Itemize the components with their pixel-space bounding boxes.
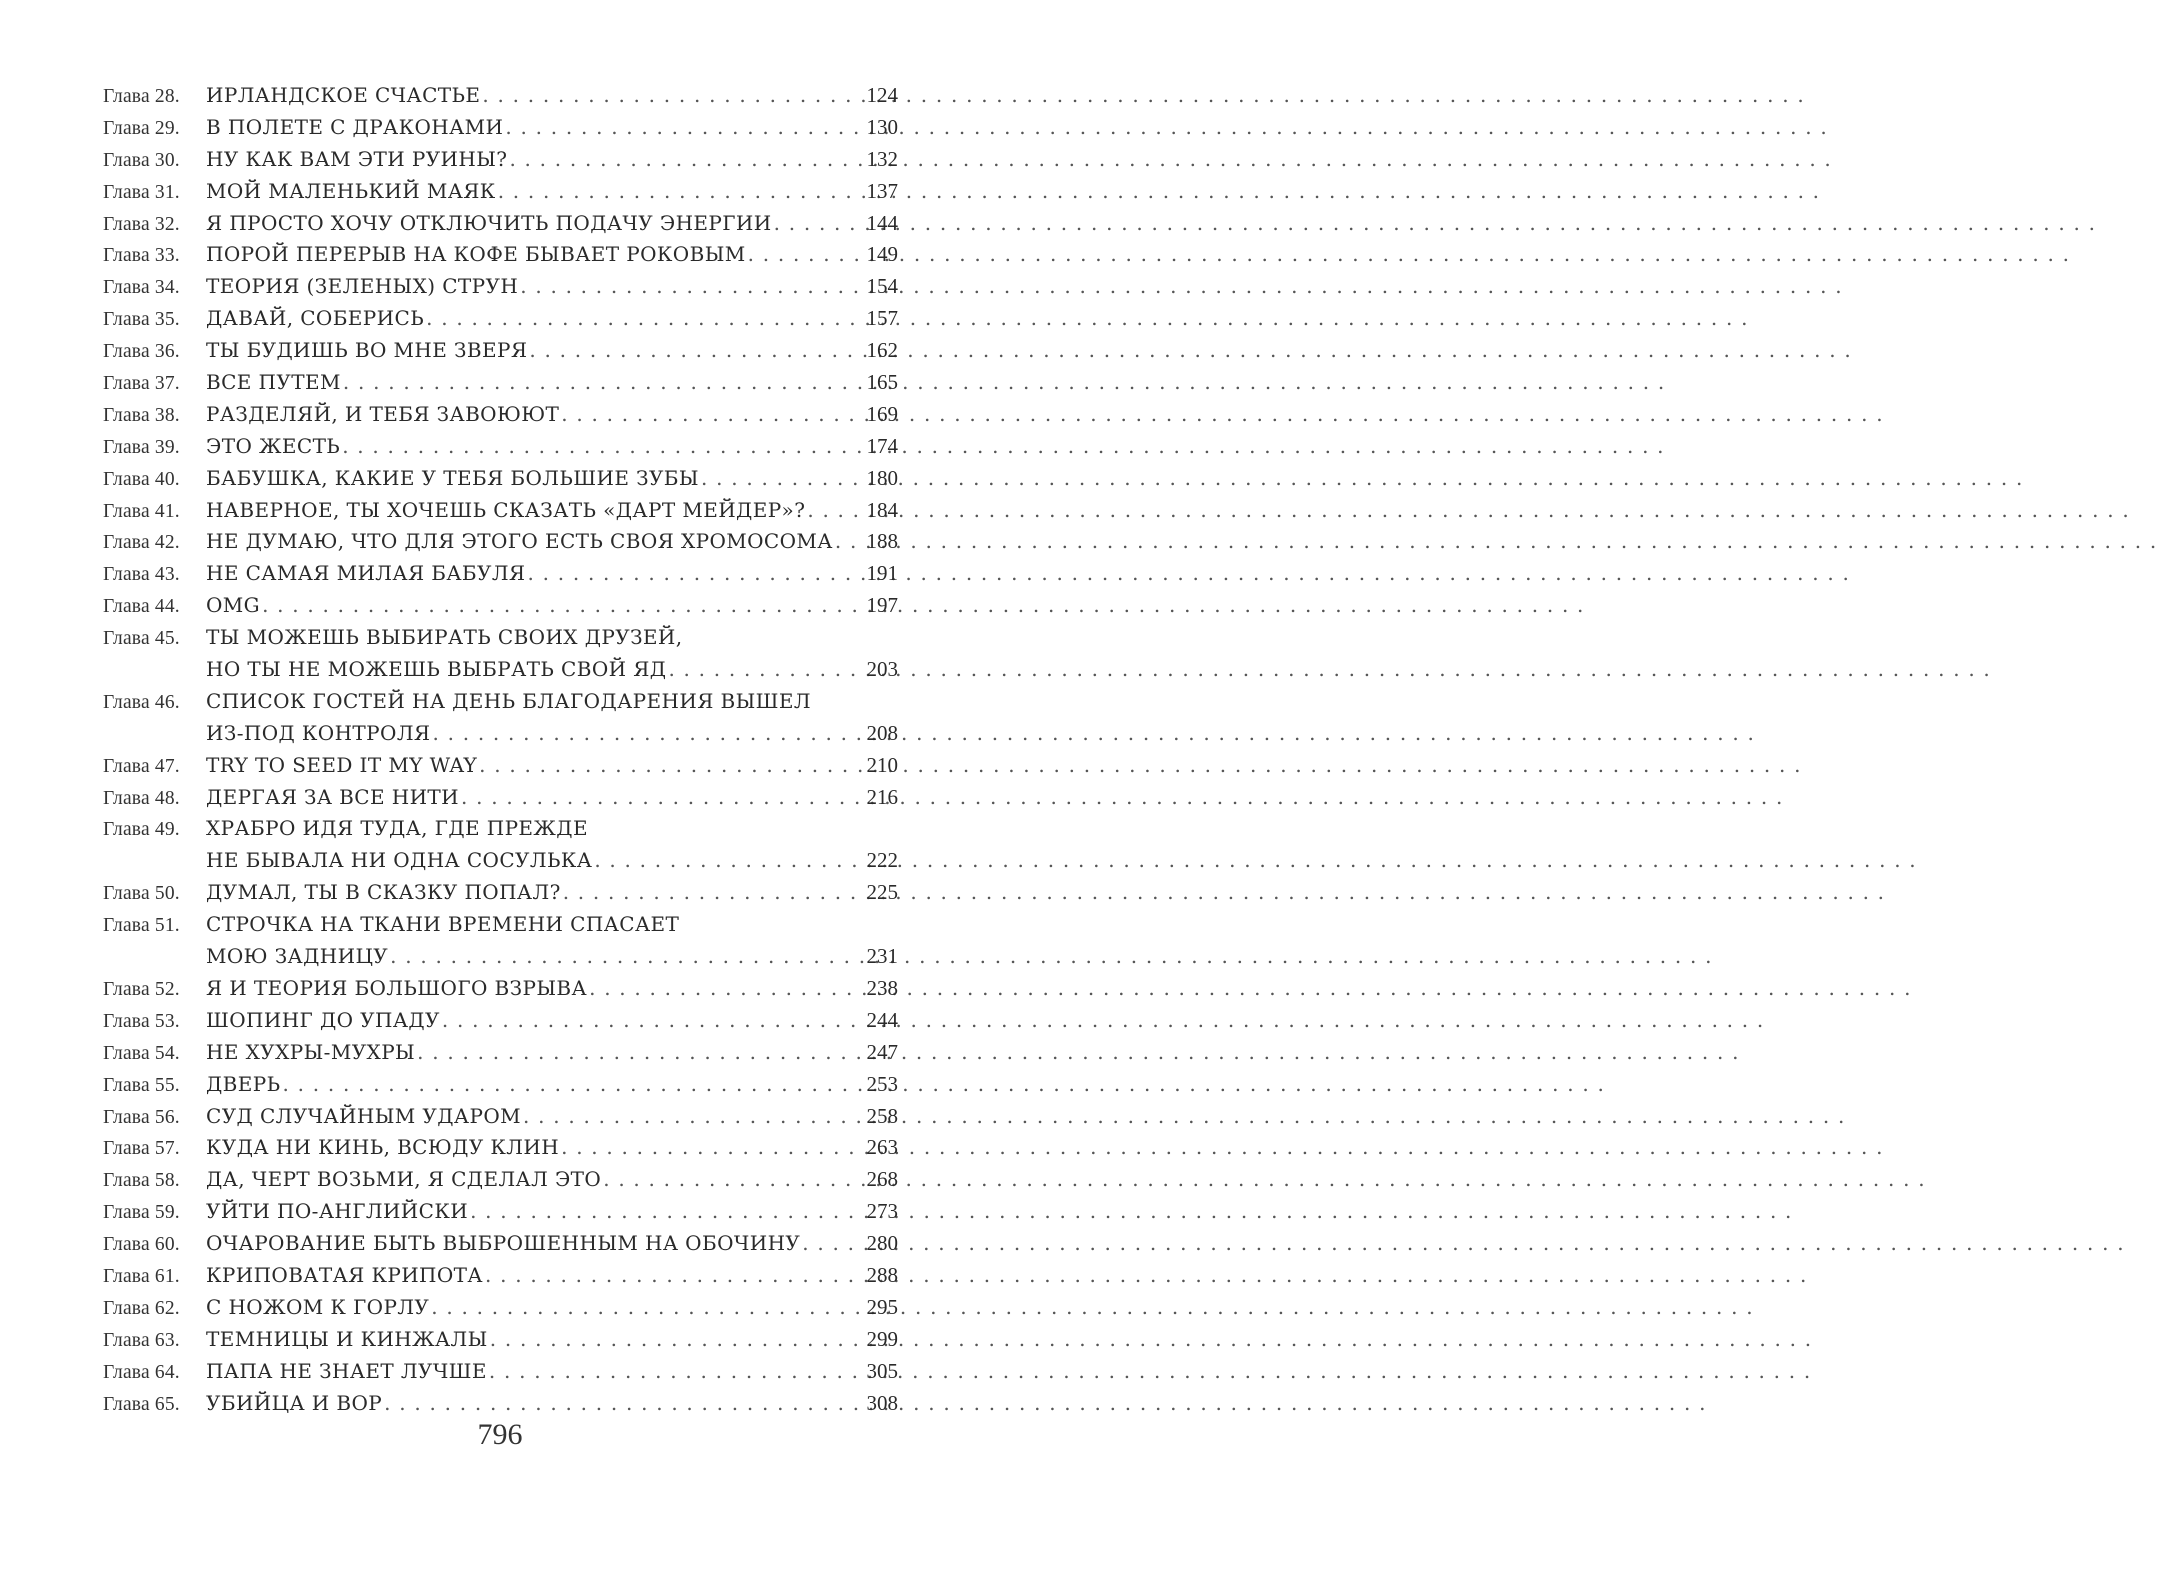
chapter-title: НЕ САМАЯ МИЛАЯ БАБУЛЯ (206, 561, 526, 586)
chapter-title: ШОПИНГ ДО УПАДУ (206, 1007, 440, 1032)
toc-entry (103, 463, 898, 495)
chapter-page-number: 132 (866, 146, 898, 171)
chapter-title: НЕ ХУХРЫ-МУХРЫ (206, 1039, 416, 1064)
toc-line (103, 782, 898, 814)
chapter-number: Глава 64. (103, 1361, 180, 1383)
dot-leader (518, 271, 866, 303)
toc-entry (103, 144, 898, 176)
chapter-number: Глава 32. (103, 213, 180, 235)
toc-entry (103, 813, 898, 877)
dot-leader (772, 208, 867, 240)
toc-entry (103, 271, 898, 303)
toc-entry (103, 112, 898, 144)
chapter-title: ДЕРГАЯ ЗА ВСЕ НИТИ (206, 784, 460, 809)
chapter-title: ИРЛАНДСКОЕ СЧАСТЬЕ (206, 83, 481, 107)
chapter-number: Глава 57. (103, 1138, 180, 1160)
chapter-number: Глава 42. (103, 532, 180, 554)
toc-line (103, 813, 898, 845)
dot-leader (424, 303, 866, 335)
dot-leader (430, 718, 866, 750)
dot-leader (468, 1196, 866, 1228)
toc-entry (103, 176, 898, 208)
chapter-number: Глава 45. (103, 628, 180, 650)
chapter-number: Глава 43. (103, 564, 180, 586)
toc-entry (103, 1132, 898, 1164)
chapter-page-number: 130 (866, 114, 898, 139)
chapter-title: СТРОЧКА НА ТКАНИ ВРЕМЕНИ СПАСАЕТ (206, 912, 680, 937)
chapter-page-number: 197 (866, 593, 898, 618)
chapter-number: Глава 31. (103, 181, 180, 203)
dot-leader (281, 1069, 867, 1101)
chapter-page-number: 174 (866, 433, 898, 458)
chapter-title: ДА, ЧЕРТ ВОЗЬМИ, Я СДЕЛАЛ ЭТО (206, 1167, 602, 1192)
dot-leader (587, 973, 866, 1005)
dot-leader (382, 1388, 866, 1420)
toc-line (103, 1164, 898, 1196)
chapter-number: Глава 47. (103, 755, 180, 777)
dot-leader (805, 495, 866, 527)
table-of-contents (103, 80, 898, 1419)
chapter-page-number: 238 (866, 975, 898, 1000)
chapter-title: ЭТО ЖЕСТЬ (206, 433, 341, 458)
chapter-number: Глава 63. (103, 1329, 180, 1351)
toc-line (103, 239, 898, 271)
chapter-number: Глава 34. (103, 277, 180, 299)
chapter-title: ПАПА НЕ ЗНАЕТ ЛУЧШЕ (206, 1358, 487, 1383)
toc-entry (103, 1196, 898, 1228)
dot-leader (429, 1292, 866, 1324)
chapter-title: НУ КАК ВАМ ЭТИ РУИНЫ? (206, 146, 508, 171)
chapter-page-number: 247 (866, 1039, 898, 1064)
chapter-number: Глава 44. (103, 596, 180, 618)
chapter-page-number: 305 (866, 1358, 898, 1383)
chapter-title: НЕ ДУМАЮ, ЧТО ДЛЯ ЭТОГО ЕСТЬ СВОЯ ХРОМОСОМА (206, 529, 833, 554)
page-number: 796 (477, 1418, 523, 1451)
chapter-title-continued: ИЗ-ПОД КОНТРОЛЯ (206, 720, 431, 745)
dot-leader (503, 112, 866, 144)
chapter-number: Глава 48. (103, 787, 180, 809)
chapter-title: С НОЖОМ К ГОРЛУ (206, 1294, 430, 1319)
toc-line (103, 495, 898, 527)
toc-line (103, 303, 898, 335)
chapter-number: Глава 29. (103, 117, 180, 139)
toc-entry (103, 782, 898, 814)
chapter-page-number: 216 (866, 784, 898, 809)
chapter-page-number: 184 (866, 497, 898, 522)
dot-leader (459, 782, 866, 814)
toc-line (103, 208, 898, 240)
chapter-page-number: 149 (866, 242, 898, 267)
chapter-number: Глава 40. (103, 468, 180, 490)
chapter-page-number: 157 (866, 306, 898, 331)
chapter-title: УЙТИ ПО-АНГЛИЙСКИ (206, 1199, 469, 1224)
toc-line (103, 1037, 898, 1069)
chapter-number: Глава 56. (103, 1106, 180, 1128)
dot-leader (388, 941, 866, 973)
toc-line (103, 590, 898, 622)
toc-line (103, 1356, 898, 1388)
toc-line (103, 399, 898, 431)
toc-entry (103, 399, 898, 431)
chapter-number: Глава 38. (103, 404, 180, 426)
chapter-title: ОЧАРОВАНИЕ БЫТЬ ВЫБРОШЕННЫМ НА ОБОЧИНУ (206, 1231, 801, 1256)
dot-leader (521, 1101, 866, 1133)
chapter-number: Глава 60. (103, 1234, 180, 1256)
dot-leader (601, 1164, 866, 1196)
dot-leader (260, 590, 866, 622)
toc-entry (103, 877, 898, 909)
toc-line (103, 1324, 898, 1356)
chapter-title: В ПОЛЕТЕ С ДРАКОНАМИ (206, 114, 504, 139)
chapter-number: Глава 49. (103, 819, 180, 841)
toc-line (103, 941, 898, 973)
toc-line (103, 1228, 898, 1260)
chapter-number: Глава 35. (103, 309, 180, 331)
toc-line (103, 973, 898, 1005)
toc-line (103, 558, 898, 590)
toc-line (103, 271, 898, 303)
chapter-page-number: 273 (866, 1199, 898, 1224)
dot-leader (527, 335, 866, 367)
chapter-page-number: 308 (866, 1390, 898, 1415)
chapter-title: ХРАБРО ИДЯ ТУДА, ГДЕ ПРЕЖДЕ (206, 816, 588, 841)
chapter-number: Глава 54. (103, 1042, 180, 1064)
chapter-number: Глава 46. (103, 691, 180, 713)
toc-entry (103, 1388, 898, 1420)
toc-entry (103, 526, 898, 558)
chapter-page-number: 137 (866, 178, 898, 203)
chapter-title: ПОРОЙ ПЕРЕРЫВ НА КОФЕ БЫВАЕТ РОКОВЫМ (206, 242, 746, 267)
chapter-page-number: 188 (866, 529, 898, 554)
chapter-title: ДУМАЛ, ТЫ В СКАЗКУ ПОПАЛ? (206, 880, 561, 905)
toc-line (103, 686, 898, 718)
chapter-page-number: 258 (866, 1103, 898, 1128)
toc-line (103, 1260, 898, 1292)
dot-leader (480, 80, 866, 112)
chapter-number: Глава 36. (103, 341, 180, 363)
toc-line (103, 877, 898, 909)
chapter-title: НАВЕРНОЕ, ТЫ ХОЧЕШЬ СКАЗАТЬ «ДАРТ МЕЙДЕР»? (206, 497, 806, 522)
toc-line (103, 144, 898, 176)
toc-entry (103, 750, 898, 782)
chapter-page-number: 154 (866, 274, 898, 299)
toc-entry (103, 239, 898, 271)
chapter-title: КУДА НИ КИНЬ, ВСЮДУ КЛИН (206, 1135, 560, 1160)
chapter-title: БАБУШКА, КАКИЕ У ТЕБЯ БОЛЬШИЕ ЗУБЫ (206, 465, 699, 490)
toc-entry (103, 495, 898, 527)
chapter-page-number: 191 (866, 561, 898, 586)
chapter-title: ВСЕ ПУТЕМ (206, 370, 341, 395)
chapter-title: ДВЕРЬ (206, 1071, 281, 1096)
toc-line (103, 1005, 898, 1037)
dot-leader (415, 1037, 866, 1069)
toc-entry (103, 686, 898, 750)
chapter-page-number: 253 (866, 1071, 898, 1096)
toc-line (103, 431, 898, 463)
toc-entry (103, 335, 898, 367)
toc-entry (103, 1260, 898, 1292)
dot-leader (487, 1356, 867, 1388)
dot-leader (559, 1132, 866, 1164)
toc-entry (103, 1164, 898, 1196)
dot-leader (477, 750, 866, 782)
dot-leader (340, 431, 866, 463)
toc-line (103, 463, 898, 495)
dot-leader (666, 654, 866, 686)
toc-line (103, 654, 898, 686)
chapter-number: Глава 53. (103, 1010, 180, 1032)
toc-entry (103, 1069, 898, 1101)
toc-line (103, 1388, 898, 1420)
chapter-number: Глава 62. (103, 1297, 180, 1319)
toc-entry (103, 1324, 898, 1356)
chapter-page-number: 222 (866, 848, 898, 873)
chapter-page-number: 203 (866, 657, 898, 682)
chapter-number: Глава 58. (103, 1170, 180, 1192)
chapter-title: OMG (206, 593, 261, 618)
dot-leader (525, 558, 866, 590)
chapter-page-number: 144 (866, 210, 898, 235)
chapter-number: Глава 61. (103, 1265, 180, 1287)
chapter-title: ТЕМНИЦЫ И КИНЖАЛЫ (206, 1326, 488, 1351)
chapter-title: МОЙ МАЛЕНЬКИЙ МАЯК (206, 178, 496, 203)
chapter-title: ДАВАЙ, СОБЕРИСЬ (206, 306, 425, 331)
chapter-title: ТЕОРИЯ (ЗЕЛЕНЫХ) СТРУН (206, 274, 519, 299)
chapter-title: TRY TO SEED IT MY WAY (206, 752, 478, 777)
chapter-page-number: 124 (866, 83, 898, 107)
chapter-title: ТЫ БУДИШЬ ВО МНЕ ЗВЕРЯ (206, 338, 528, 363)
dot-leader (483, 1260, 867, 1292)
chapter-number: Глава 55. (103, 1074, 180, 1096)
chapter-number: Глава 41. (103, 500, 180, 522)
dot-leader (800, 1228, 866, 1260)
chapter-title: ТЫ МОЖЕШЬ ВЫБИРАТЬ СВОИХ ДРУЗЕЙ, (206, 625, 683, 650)
chapter-title: СУД СЛУЧАЙНЫМ УДАРОМ (206, 1103, 522, 1128)
chapter-number: Глава 65. (103, 1393, 180, 1415)
toc-entry (103, 622, 898, 686)
toc-line (103, 1196, 898, 1228)
chapter-number: Глава 39. (103, 436, 180, 458)
chapter-number: Глава 51. (103, 915, 180, 937)
toc-line (103, 845, 898, 877)
toc-entry (103, 1292, 898, 1324)
chapter-number: Глава 37. (103, 373, 180, 395)
chapter-page-number: 180 (866, 465, 898, 490)
chapter-page-number: 263 (866, 1135, 898, 1160)
toc-entry (103, 1356, 898, 1388)
dot-leader (833, 526, 867, 558)
chapter-title: РАЗДЕЛЯЙ, И ТЕБЯ ЗАВОЮЮТ (206, 401, 560, 426)
chapter-page-number: 299 (866, 1326, 898, 1351)
toc-line (103, 1101, 898, 1133)
chapter-number: Глава 52. (103, 978, 180, 1000)
toc-line (103, 1132, 898, 1164)
chapter-page-number: 225 (866, 880, 898, 905)
chapter-page-number: 244 (866, 1007, 898, 1032)
toc-line (103, 112, 898, 144)
toc-line (103, 367, 898, 399)
toc-entry (103, 1101, 898, 1133)
chapter-title-continued: НЕ БЫВАЛА НИ ОДНА СОСУЛЬКА (206, 848, 593, 873)
dot-leader (699, 463, 867, 495)
chapter-title: КРИПОВАТАЯ КРИПОТА (206, 1262, 483, 1287)
toc-line (103, 750, 898, 782)
toc-entry (103, 909, 898, 973)
chapter-number: Глава 28. (103, 86, 180, 107)
chapter-number: Глава 33. (103, 245, 180, 267)
chapter-page-number: 208 (866, 720, 898, 745)
chapter-number: Глава 59. (103, 1202, 180, 1224)
chapter-page-number: 169 (866, 401, 898, 426)
toc-line (103, 718, 898, 750)
chapter-title-continued: НО ТЫ НЕ МОЖЕШЬ ВЫБРАТЬ СВОЙ ЯД (206, 657, 667, 682)
chapter-page-number: 295 (866, 1294, 898, 1319)
toc-line (103, 909, 898, 941)
toc-line (103, 335, 898, 367)
toc-entry (103, 1005, 898, 1037)
toc-entry (103, 431, 898, 463)
dot-leader (507, 144, 866, 176)
chapter-number: Глава 50. (103, 883, 180, 905)
chapter-page-number: 280 (866, 1231, 898, 1256)
chapter-title: УБИЙЦА И ВОР (206, 1390, 383, 1415)
chapter-page-number: 231 (866, 944, 898, 969)
dot-leader (488, 1324, 867, 1356)
chapter-page-number: 165 (866, 370, 898, 395)
toc-entry (103, 1228, 898, 1260)
chapter-page-number: 162 (866, 338, 898, 363)
chapter-title: Я И ТЕОРИЯ БОЛЬШОГО ВЗРЫВА (206, 975, 588, 1000)
toc-entry (103, 973, 898, 1005)
toc-entry (103, 208, 898, 240)
toc-entry (103, 367, 898, 399)
dot-leader (592, 845, 866, 877)
chapter-number: Глава 30. (103, 149, 180, 171)
chapter-page-number: 268 (866, 1167, 898, 1192)
dot-leader (559, 399, 866, 431)
dot-leader (746, 239, 867, 271)
chapter-title: Я ПРОСТО ХОЧУ ОТКЛЮЧИТЬ ПОДАЧУ ЭНЕРГИИ (206, 210, 772, 235)
toc-entry (103, 303, 898, 335)
toc-entry (103, 1037, 898, 1069)
toc-line (103, 176, 898, 208)
dot-leader (440, 1005, 867, 1037)
chapter-title: СПИСОК ГОСТЕЙ НА ДЕНЬ БЛАГОДАРЕНИЯ ВЫШЕЛ (206, 688, 811, 713)
dot-leader (496, 176, 867, 208)
toc-line (103, 622, 898, 654)
toc-line (103, 526, 898, 558)
chapter-page-number: 288 (866, 1262, 898, 1287)
toc-entry (103, 80, 898, 112)
toc-line (103, 80, 898, 112)
dot-leader (561, 877, 867, 909)
toc-entry (103, 590, 898, 622)
chapter-page-number: 210 (866, 752, 898, 777)
chapter-title-continued: МОЮ ЗАДНИЦУ (206, 944, 389, 969)
dot-leader (341, 367, 867, 399)
toc-line (103, 1069, 898, 1101)
toc-entry (103, 558, 898, 590)
toc-line (103, 1292, 898, 1324)
